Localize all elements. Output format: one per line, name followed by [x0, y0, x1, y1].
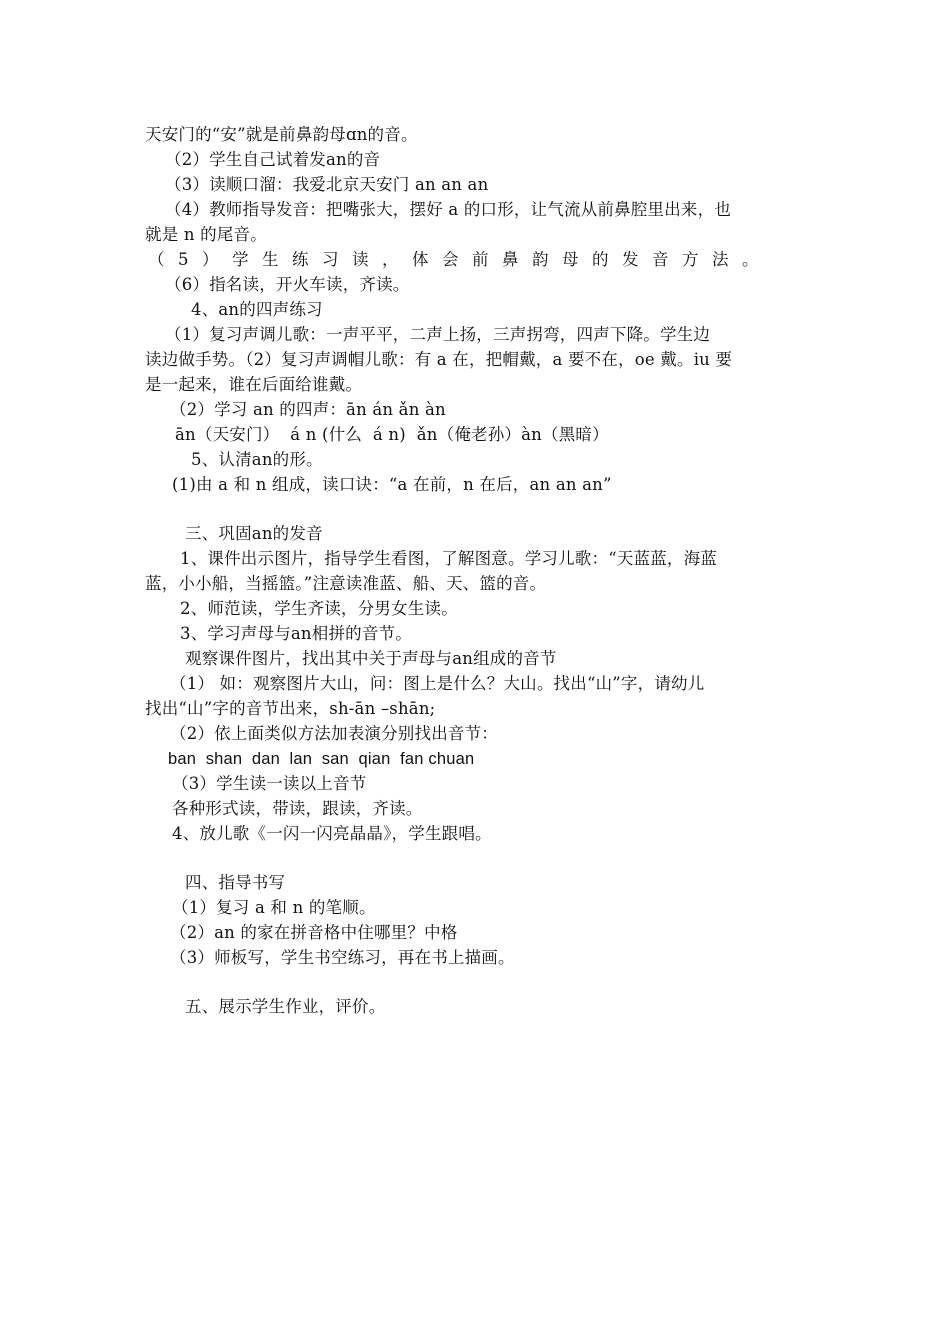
text-line: 各种形式读，带读，跟读，齐读。: [172, 799, 423, 818]
text-line: （4）教师指导发音：把嘴张大，摆好 a 的口形，让气流从前鼻腔里出来，也: [165, 200, 732, 219]
text-line: （2）学生自己试着发an的音: [165, 150, 381, 169]
text-line: 读边做手势。（2）复习声调帽儿歌：有 a 在，把帽戴，a 要不在，oe 戴。iu 要: [145, 350, 733, 369]
text-line: （2）依上面类似方法加表演分别找出音节：: [170, 724, 498, 743]
section-heading: 五、展示学生作业，评价。: [185, 997, 386, 1016]
text-line: （3）学生读一读以上音节: [172, 774, 367, 793]
text-line: ān（天安门） á n (什么 á n) ǎn（俺老孙）àn（黑暗）: [175, 425, 609, 444]
text-line: 就是 n 的尾音。: [145, 225, 267, 244]
text-line: （3）师板写，学生书空练习，再在书上描画。: [170, 948, 515, 967]
text-line: 是一起来，谁在后面给谁戴。: [145, 375, 363, 394]
text-line: （1）复习声调儿歌：一声平平，二声上扬，三声拐弯，四声下降。学生边: [165, 325, 711, 344]
text-line: (1)由 a 和 n 组成，读口诀：“a 在前，n 在后，an an an”: [172, 475, 612, 494]
text-line: 观察课件图片，找出其中关于声母与an组成的音节: [185, 649, 557, 668]
text-line: 3、学习声母与an相拼的音节。: [180, 624, 412, 643]
text-line: （1） 如：观察图片大山，问：图上是什么？大山。找出“山”字，请幼儿: [170, 674, 705, 693]
section-heading: 四、指导书写: [185, 873, 286, 892]
text-line: 天安门的“安”就是前鼻韵母ɑn的音。: [145, 125, 418, 144]
text-line: 1、课件出示图片，指导学生看图，了解图意。学习儿歌：“天蓝蓝，海蓝: [180, 549, 718, 568]
text-line: （6）指名读，开火车读，齐读。: [165, 275, 410, 294]
text-line: 5、认清an的形。: [191, 450, 323, 469]
text-line: 4、放儿歌《一闪一闪亮晶晶》，学生跟唱。: [172, 824, 492, 843]
text-line: （2）an 的家在拼音格中住哪里？中格: [170, 923, 458, 942]
text-line: （2）学习 an 的四声：ān án ǎn àn: [170, 400, 446, 419]
section-heading: 三、巩固an的发音: [185, 524, 323, 543]
text-line: （5）学生练习读，体会前鼻韵母的发音方法。: [148, 250, 772, 269]
text-line: （3）读顺口溜：我爱北京天安门 an an an: [165, 175, 489, 194]
text-line: 2、师范读，学生齐读，分男女生读。: [180, 599, 458, 618]
text-line: 找出“山”字的音节出来，sh-ān –shān;: [145, 699, 436, 718]
text-line: 4、an的四声练习: [191, 300, 323, 319]
text-line: （1）复习 a 和 n 的笔顺。: [172, 898, 376, 917]
text-line: ban shan dan lan san qian fan chuan: [168, 750, 475, 768]
text-line: 蓝，小小船，当摇篮。”注意读准蓝、船、天、篮的音。: [145, 574, 547, 593]
